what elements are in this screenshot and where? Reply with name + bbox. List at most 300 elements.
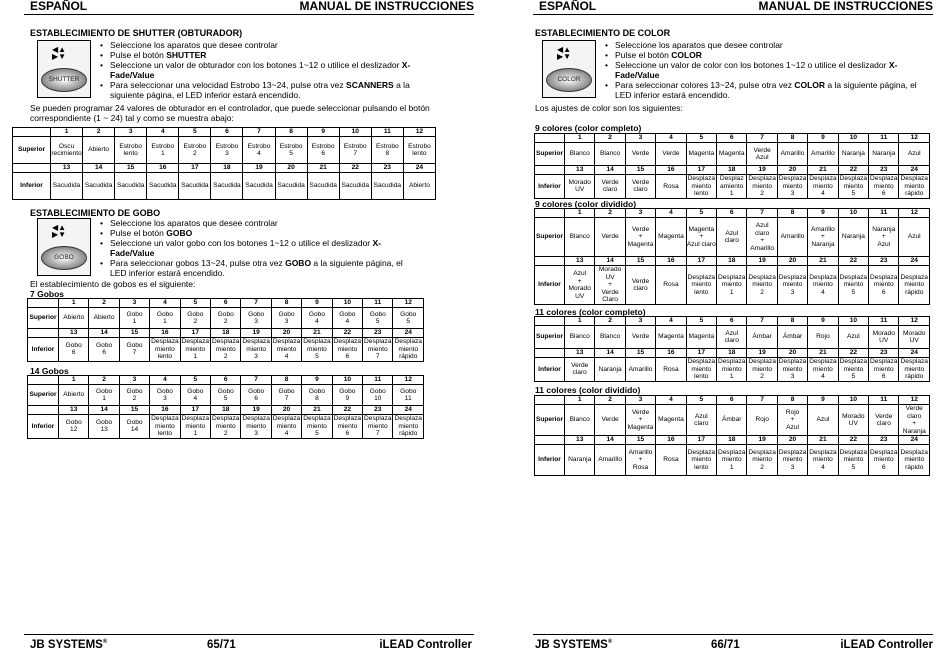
button-number-cell: 10	[838, 209, 868, 218]
button-number-cell: 4	[656, 317, 686, 326]
row-header	[13, 164, 51, 173]
button-number-cell: 24	[899, 257, 930, 266]
number-row	[535, 209, 930, 218]
step-item: • Pulse el botón COLOR	[603, 50, 921, 60]
value-cell: Verde claro	[625, 175, 655, 199]
button-number-cell: 14	[595, 349, 625, 358]
value-cell: Desplaza miento 2	[211, 415, 240, 437]
button-number-cell: 5	[686, 209, 716, 218]
button-number-cell: 18	[211, 406, 241, 415]
button-number-cell: 3	[625, 317, 655, 326]
value-cell: Estrobo lento	[403, 137, 435, 164]
button-number-cell: 11	[363, 299, 393, 308]
row-header: Superior	[13, 137, 51, 164]
value-cell: Desplaza miento 6	[333, 415, 362, 437]
value-cell: Estrobo 7	[339, 137, 371, 164]
gobo-button-icon	[37, 218, 91, 276]
value-cell: Desplaza miento rápido	[394, 415, 422, 437]
button-number-cell: 19	[241, 329, 271, 338]
button-number-cell: 14	[83, 164, 115, 173]
gobo-7-heading: 7 Gobos	[30, 289, 65, 299]
upper-row	[13, 137, 436, 164]
value-cell: Desplaza miento 4	[808, 445, 838, 476]
value-cell: Gobo 6	[89, 338, 119, 362]
upper-row	[535, 405, 930, 436]
header-manual-title: MANUAL DE INSTRUCCIONES	[758, 0, 933, 13]
value-cell: Verde	[625, 326, 655, 349]
value-cell: Desplaza miento 5	[839, 175, 868, 197]
footer-page-number: 65/71	[207, 639, 236, 651]
number-row	[28, 329, 424, 338]
value-cell: Azul	[838, 326, 868, 349]
button-number-cell: 7	[241, 376, 271, 385]
page-header	[533, 0, 933, 15]
row-header: Superior	[28, 385, 59, 406]
button-number-cell: 17	[180, 406, 210, 415]
button-number-cell: 22	[838, 436, 868, 445]
value-cell: Desplaza miento rápido	[900, 175, 928, 197]
value-cell: Blanco	[565, 405, 595, 436]
step-item: • Seleccione un valor de color con los botones 1~12 o utilice el deslizador X-Fade/Value	[603, 60, 921, 80]
upper-row	[535, 326, 930, 349]
value-cell: Desplaza miento 5	[839, 358, 868, 380]
value-cell: Gobo 4	[180, 385, 210, 406]
button-number-cell: 9	[808, 317, 838, 326]
button-number-cell: 7	[747, 209, 777, 218]
value-cell: Estrobo 3	[211, 137, 243, 164]
value-cell: Naranja	[838, 218, 868, 257]
button-number-cell: 8	[777, 396, 807, 405]
row-header	[28, 299, 59, 308]
step-item: • Para seleccionar una velocidad Estrobo 13~24, pulse otra vez SCANNERS a la siguiente página, el LED inferior estará encendido.	[98, 80, 420, 100]
lower-row	[535, 358, 930, 382]
footer-product: iLEAD Controller	[840, 639, 933, 651]
button-number-cell: 10	[339, 128, 371, 137]
button-number-cell: 21	[302, 406, 332, 415]
value-cell: Desplaza miento 1	[717, 266, 747, 305]
value-cell: Desplaza miento 3	[242, 338, 270, 360]
value-cell: Azul	[899, 143, 930, 166]
value-cell: Morado UV	[869, 326, 899, 349]
value-cell: Blanco	[595, 143, 625, 166]
button-number-cell: 6	[717, 134, 747, 143]
button-number-cell: 17	[686, 436, 716, 445]
value-cell: Gobo 2	[211, 308, 241, 329]
button-number-cell: 23	[869, 349, 899, 358]
button-number-cell: 2	[595, 317, 625, 326]
row-header: Inferior	[535, 358, 565, 382]
button-number-cell: 4	[150, 299, 180, 308]
value-cell: Desplaza miento 4	[809, 358, 837, 380]
value-cell: Morado UV	[838, 405, 868, 436]
shutter-note: Se pueden programar 24 valores de obturador en el controlador, que puede seleccionar pulsando el botón correspondiente (1 ~ 24) tal y como se muestra abajo:	[30, 103, 430, 123]
row-header: Superior	[535, 218, 565, 257]
value-cell: Desplaza miento 4	[272, 415, 301, 437]
value-cell: Gobo 12	[59, 415, 89, 439]
button-number-cell: 19	[241, 406, 271, 415]
button-number-cell: 15	[625, 436, 655, 445]
value-cell: Naranja	[838, 143, 868, 166]
value-cell: Desplaza miento 3	[778, 175, 807, 197]
value-cell: Amarillo + Naranja	[808, 218, 838, 257]
upper-row	[535, 218, 930, 257]
value-cell: Amarillo + Rosa	[625, 445, 655, 476]
color-9-full-table	[534, 133, 930, 199]
lower-row	[535, 175, 930, 199]
value-cell: Morado UV	[899, 326, 930, 349]
value-cell: Rosa	[656, 175, 686, 199]
value-cell: Desplaza miento lento	[687, 358, 716, 380]
number-row	[535, 166, 930, 175]
value-cell: Gobo 3	[150, 385, 180, 406]
value-cell: Desplaza miento 4	[809, 175, 837, 197]
number-row	[28, 299, 424, 308]
gobo-steps	[98, 218, 408, 278]
step-item: • Seleccione los aparatos que desee controlar	[98, 218, 408, 228]
button-number-cell: 6	[211, 128, 243, 137]
button-number-cell: 13	[59, 406, 89, 415]
button-number-cell: 22	[838, 349, 868, 358]
value-cell: Rosa	[656, 266, 686, 305]
value-cell: Gobo 2	[119, 385, 149, 406]
value-cell: Azul claro	[717, 218, 747, 257]
button-number-cell: 6	[717, 209, 747, 218]
button-number-cell: 15	[625, 349, 655, 358]
value-cell: Ámbar	[777, 326, 807, 349]
row-header: Superior	[28, 308, 59, 329]
button-number-cell: 10	[332, 299, 362, 308]
value-cell: Verde	[595, 218, 625, 257]
value-cell: Desplaza miento 1	[181, 338, 210, 360]
value-cell: Naranja	[565, 445, 595, 476]
button-number-cell: 2	[89, 299, 119, 308]
value-cell: Rojo + Azul	[777, 405, 807, 436]
value-cell: Gobo 1	[150, 308, 180, 329]
value-cell: Magenta	[656, 405, 686, 436]
step-item: • Seleccione un valor gobo con los botones 1~12 o utilice el deslizador X-Fade/Value	[98, 238, 408, 258]
button-number-cell: 19	[243, 164, 275, 173]
color-key-label: COLOR	[546, 68, 592, 92]
button-number-cell: 5	[686, 396, 716, 405]
number-row	[535, 317, 930, 326]
row-header	[535, 396, 565, 405]
button-number-cell: 5	[180, 299, 210, 308]
value-cell: Desplaza miento 1	[717, 445, 747, 476]
button-number-cell: 1	[59, 376, 89, 385]
button-number-cell: 12	[899, 209, 930, 218]
value-cell: Blanco	[565, 143, 595, 166]
page-left	[17, 0, 474, 654]
value-cell: Azul claro + Amarillo	[747, 218, 777, 257]
value-cell: Naranja	[869, 143, 899, 166]
value-cell: Sacudida	[243, 173, 275, 200]
number-row	[535, 349, 930, 358]
button-number-cell: 10	[838, 396, 868, 405]
button-number-cell: 23	[363, 329, 393, 338]
value-cell: Gobo 14	[119, 415, 149, 439]
value-cell: Rosa	[656, 358, 686, 382]
button-number-cell: 18	[717, 436, 747, 445]
value-cell: Estrobo 2	[179, 137, 211, 164]
value-cell: Desplaza miento 1	[717, 358, 746, 380]
button-number-cell: 3	[119, 376, 149, 385]
button-number-cell: 17	[686, 166, 716, 175]
button-number-cell: 2	[89, 376, 119, 385]
button-number-cell: 17	[686, 349, 716, 358]
button-number-cell: 2	[83, 128, 115, 137]
button-number-cell: 19	[747, 257, 777, 266]
button-number-cell: 21	[808, 349, 838, 358]
value-cell: Gobo 7	[119, 338, 149, 362]
value-cell: Desplaza miento 2	[748, 358, 776, 380]
value-cell: Blanco	[595, 326, 625, 349]
arrows-icon: ◀▲ ▶▼	[52, 45, 67, 61]
value-cell: Desplaza miento lento	[151, 415, 179, 437]
button-number-cell: 6	[717, 396, 747, 405]
button-number-cell: 3	[115, 128, 147, 137]
value-cell: Desplaza miento 2	[211, 338, 240, 360]
button-number-cell: 2	[595, 209, 625, 218]
value-cell: Desplaza miento lento	[687, 175, 716, 197]
value-cell: Azul claro	[717, 326, 747, 349]
button-number-cell: 11	[869, 317, 899, 326]
button-number-cell: 7	[747, 134, 777, 143]
footer-product: iLEAD Controller	[379, 639, 472, 651]
value-cell: Desplaza miento 5	[838, 266, 868, 305]
button-number-cell: 4	[150, 376, 180, 385]
row-header: Inferior	[13, 173, 51, 200]
value-cell: Rojo	[747, 405, 777, 436]
button-number-cell: 8	[777, 134, 807, 143]
step-item: • Pulse el botón GOBO	[98, 228, 408, 238]
row-header: Inferior	[28, 415, 59, 439]
button-number-cell: 23	[869, 166, 899, 175]
button-number-cell: 7	[747, 396, 777, 405]
button-number-cell: 12	[899, 317, 930, 326]
value-cell: Gobo 5	[393, 308, 424, 329]
value-cell: Estrobo 1	[147, 137, 179, 164]
color-steps	[603, 40, 921, 100]
upper-row	[28, 385, 424, 406]
shutter-section-title: ESTABLECIMIENTO DE SHUTTER (OBTURADOR)	[30, 28, 243, 38]
button-number-cell: 9	[307, 128, 339, 137]
number-row	[535, 396, 930, 405]
value-cell: Verde claro	[869, 405, 899, 436]
value-cell: Gobo 7	[271, 385, 301, 406]
value-cell: Gobo 4	[332, 308, 362, 329]
row-header: Inferior	[28, 338, 59, 362]
value-cell: Estrobo 4	[243, 137, 275, 164]
lower-row	[28, 415, 424, 439]
value-cell: Desplaz amiento 1	[717, 175, 747, 199]
number-row	[13, 164, 436, 173]
value-cell: Verde	[656, 143, 686, 166]
row-header: Inferior	[535, 175, 565, 199]
button-number-cell: 4	[656, 209, 686, 218]
value-cell: Desplaza miento 6	[870, 358, 898, 380]
lower-row	[28, 338, 424, 362]
button-number-cell: 18	[211, 329, 241, 338]
value-cell: Magenta	[656, 326, 686, 349]
value-cell: Sacudida	[275, 173, 307, 200]
value-cell: Gobo 11	[393, 385, 424, 406]
gobo-key-label: GOBO	[41, 246, 87, 270]
number-row	[535, 436, 930, 445]
button-number-cell: 20	[777, 436, 807, 445]
value-cell: Sacudida	[179, 173, 211, 200]
value-cell: Verde claro + Naranja	[899, 405, 930, 436]
step-item: • Seleccione los aparatos que desee controlar	[98, 40, 420, 50]
value-cell: Amarillo	[595, 445, 625, 476]
value-cell: Amarillo	[625, 358, 655, 382]
button-number-cell: 1	[565, 134, 595, 143]
value-cell: Magenta	[686, 326, 716, 349]
button-number-cell: 1	[565, 209, 595, 218]
button-number-cell: 16	[656, 436, 686, 445]
value-cell: Amarillo	[777, 218, 807, 257]
value-cell: Sacudida	[371, 173, 403, 200]
row-header	[535, 166, 565, 175]
button-number-cell: 23	[869, 436, 899, 445]
color-11-full-table	[534, 316, 930, 382]
value-cell: Amarillo	[808, 143, 838, 166]
gobo-14-heading: 14 Gobos	[30, 366, 69, 376]
button-number-cell: 7	[241, 299, 271, 308]
value-cell: Sacudida	[147, 173, 179, 200]
value-cell: Verde claro	[625, 266, 655, 305]
value-cell: Estrobo 8	[371, 137, 403, 164]
button-number-cell: 8	[271, 299, 301, 308]
button-number-cell: 13	[565, 436, 595, 445]
value-cell: Sacudida	[83, 173, 115, 200]
step-item: • Para seleccionar colores 13~24, pulse otra vez COLOR a la siguiente página, el LED inferior estará encendido.	[603, 80, 921, 100]
value-cell: Desplaza miento 6	[869, 445, 899, 476]
button-number-cell: 17	[179, 164, 211, 173]
row-header	[535, 317, 565, 326]
button-number-cell: 13	[565, 257, 595, 266]
button-number-cell: 6	[211, 299, 241, 308]
button-number-cell: 15	[119, 406, 149, 415]
button-number-cell: 14	[89, 329, 119, 338]
button-number-cell: 16	[656, 166, 686, 175]
value-cell: Desplaza miento lento	[686, 266, 716, 305]
button-number-cell: 14	[89, 406, 119, 415]
value-cell: Sacudida	[51, 173, 83, 200]
value-cell: Verde + Magenta	[625, 405, 655, 436]
value-cell: Naranja + Azul	[869, 218, 899, 257]
value-cell: Oscu recimiento	[51, 137, 83, 164]
value-cell: Verde	[595, 405, 625, 436]
value-cell: Ámbar	[747, 326, 777, 349]
row-header	[28, 376, 59, 385]
button-number-cell: 4	[656, 396, 686, 405]
value-cell: Azul	[808, 405, 838, 436]
footer-page-number: 66/71	[711, 639, 740, 651]
button-number-cell: 16	[150, 406, 180, 415]
button-number-cell: 5	[686, 134, 716, 143]
button-number-cell: 20	[777, 257, 807, 266]
button-number-cell: 8	[777, 209, 807, 218]
button-number-cell: 9	[302, 299, 332, 308]
value-cell: Desplaza miento 3	[777, 266, 807, 305]
button-number-cell: 19	[747, 166, 777, 175]
button-number-cell: 11	[869, 134, 899, 143]
value-cell: Desplaza miento 6	[870, 175, 898, 197]
value-cell: Rojo	[808, 326, 838, 349]
button-number-cell: 10	[332, 376, 362, 385]
value-cell: Gobo 8	[302, 385, 332, 406]
button-number-cell: 11	[869, 209, 899, 218]
button-number-cell: 19	[747, 349, 777, 358]
header-language: ESPAÑOL	[539, 0, 597, 13]
button-number-cell: 3	[625, 134, 655, 143]
value-cell: Desplaza miento 2	[747, 266, 777, 305]
number-row	[28, 376, 424, 385]
row-header: Inferior	[535, 445, 565, 476]
button-number-cell: 11	[869, 396, 899, 405]
button-number-cell: 12	[899, 396, 930, 405]
value-cell: Rosa	[656, 445, 686, 476]
row-header	[535, 257, 565, 266]
value-cell: Desplaza miento 4	[808, 266, 838, 305]
value-cell: Desplaza miento 5	[303, 338, 331, 360]
row-header: Superior	[535, 143, 565, 166]
button-number-cell: 23	[363, 406, 393, 415]
button-number-cell: 8	[777, 317, 807, 326]
button-number-cell: 3	[119, 299, 149, 308]
value-cell: Azul claro	[686, 405, 716, 436]
button-number-cell: 10	[838, 317, 868, 326]
button-number-cell: 21	[808, 166, 838, 175]
button-number-cell: 9	[808, 209, 838, 218]
value-cell: Abierto	[83, 137, 115, 164]
lower-row	[535, 266, 930, 305]
value-cell: Naranja	[595, 358, 625, 382]
shutter-table	[12, 127, 436, 200]
value-cell: Desplaza miento 3	[777, 445, 807, 476]
button-number-cell: 24	[393, 329, 424, 338]
value-cell: Morado UV	[565, 175, 595, 199]
button-number-cell: 18	[717, 349, 747, 358]
button-number-cell: 3	[625, 396, 655, 405]
shutter-button-icon	[37, 40, 91, 98]
lower-row	[13, 173, 436, 200]
value-cell: Abierto	[59, 308, 89, 329]
value-cell: Magenta	[686, 143, 716, 166]
number-row	[13, 128, 436, 137]
button-number-cell: 4	[656, 134, 686, 143]
button-number-cell: 16	[656, 349, 686, 358]
value-cell: Sacudida	[211, 173, 243, 200]
button-number-cell: 1	[59, 299, 89, 308]
button-number-cell: 12	[393, 376, 424, 385]
button-number-cell: 20	[777, 166, 807, 175]
value-cell: Desplaza miento 5	[303, 415, 331, 437]
value-cell: Gobo 5	[211, 385, 241, 406]
value-cell: Desplaza miento 7	[364, 338, 392, 360]
button-number-cell: 1	[51, 128, 83, 137]
value-cell: Azul + Morado UV	[565, 266, 595, 305]
row-header	[535, 209, 565, 218]
button-number-cell: 7	[747, 317, 777, 326]
value-cell: Gobo 1	[89, 385, 119, 406]
row-header: Inferior	[535, 266, 565, 305]
button-number-cell: 14	[595, 166, 625, 175]
value-cell: Amarillo	[777, 143, 807, 166]
value-cell: Verde claro	[565, 358, 595, 382]
number-row	[535, 134, 930, 143]
button-number-cell: 18	[717, 166, 747, 175]
